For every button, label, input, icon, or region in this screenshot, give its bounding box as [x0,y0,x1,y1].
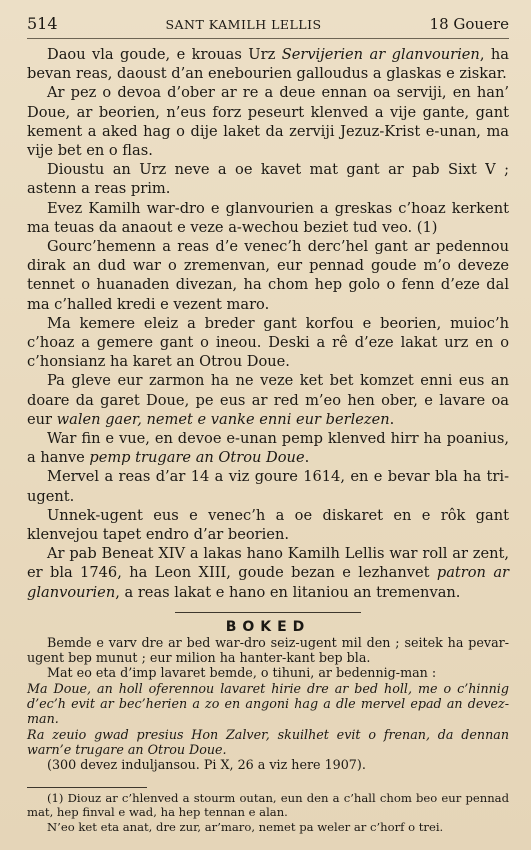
page-header [27,14,509,39]
paragraph-1: Daou vla goude, e krouas Urz Servijerien ar glanvourien, ha bevan reas, daoust d’an enebourien galloudus a glaskas e ziskar. [27,46,509,83]
running-head: SANT KAMILH LELLIS [165,17,322,32]
footnote-line-2: N’eo ket eta anat, dre zur, ar’maro, nemet pa weler ar c’horf o trei. [47,820,444,835]
paragraph-5: Gourc’hemenn a reas d’e venec’h derc’hel gant ar pedennou dirak an dud war o zremenvan, eur pennad goude m’o deveze tennet o huanaden divezan, ha chom hep golo o fenn d’eze dal ma c’halled kredi e vezent maro. [27,238,509,313]
footnote-rule [27,787,147,788]
boked-heading: BOKED [225,618,311,635]
paragraph-9: Mervel a reas d’ar 14 a viz goure 1614, en e bevar bla ha tri-ugent. [27,468,509,505]
paragraph-10: Unnek-ugent eus e venec’h a oe diskaret en e rôk gant klenvejou tapet endro d’ar beorien. [27,506,509,544]
page-number: 514 [27,14,58,33]
paragraph-11: Ar pab Beneat XIV a lakas hano Kamilh Lellis war roll ar zent, er bla 1746, ha Leon XIII, goude bezan e lezhanvet patron ar glanvourien, a reas lakat e hano en litaniou an tremenvan. [27,545,509,601]
boked-paragraph-2: Mat eo eta d’imp lavaret bemde, o tihuni, ar bedennig-man : [47,665,437,681]
paragraph-3: Dioustu an Urz neve a oe kavet mat gant ar pab Sixt V ; astenn a reas prim. [27,161,509,198]
boked-paragraph-1: Bemde e varv dre ar bed war-dro seiz-ugent mil den ; seitek ha pevar-ugent bep munut ; eur milion ha hanter-kant bep bla. [27,634,509,666]
paragraph-7: Pa gleve eur zarmon ha ne veze ket bet komzet enni eus an doare da garet Doue, pe eus ar red m’eo hen ober, e lavare oa eur walen gaer, nemet e vanke enni eur berlezen. [27,372,509,428]
footnote [27,791,509,835]
paragraph-4: Evez Kamilh war-dro e glanvourien a greskas c’hoaz kerkent ma teuas da anaout e veze a-wechou beziet tud veo. (1) [27,199,509,236]
header-date: 18 Gouere [429,15,509,33]
boked-indulgence: (300 devez induljansou. Pi X, 26 a viz here 1907). [47,757,366,773]
paragraph-8: War fin e vue, en devoe e-unan pemp klenved hirr ha poanius, a hanve pemp trugare an Otrou Doue. [27,430,509,467]
footnote-line-1: (1) Diouz ar c’hlenved a stourm outan, eun den a c’hall chom beo eur pennad mat, hep finval e wad, ha hep tennan e alan. [27,790,509,820]
section-divider [175,612,361,613]
paragraph-6: Ma kemere eleiz a breder gant korfou e beorien, muioc’h c’hoaz a gemere gant o ineou. Deski a rê d’eze lakat urz en o c’honsianz ha karet an Otrou Doue. [27,314,509,371]
main-text [27,45,509,602]
boked-prayer-2: Ra zeuio gwad presius Hon Zalver, skuilhet evit o frenan, da dennan warn’e trugare an Otrou Doue. [27,726,509,757]
boked-section [27,635,509,773]
paragraph-2: Ar pez o devoa d’ober ar re a deue ennan oa serviji, en han’ Doue, ar beorien, n’eus forz peseurt klenved a vije gante, gant kement a aked hag o dije laket da zerviji Jezuz-Krist e-unan, ma vije bet en o flas. [27,84,509,160]
boked-prayer-1: Ma Doue, an holl oferennou lavaret hirie dre ar bed holl, me o c’hinnig d’ec’h evit ar bec’herien a zo en angoni hag a dle mervel epad an devez-man. [27,680,509,727]
